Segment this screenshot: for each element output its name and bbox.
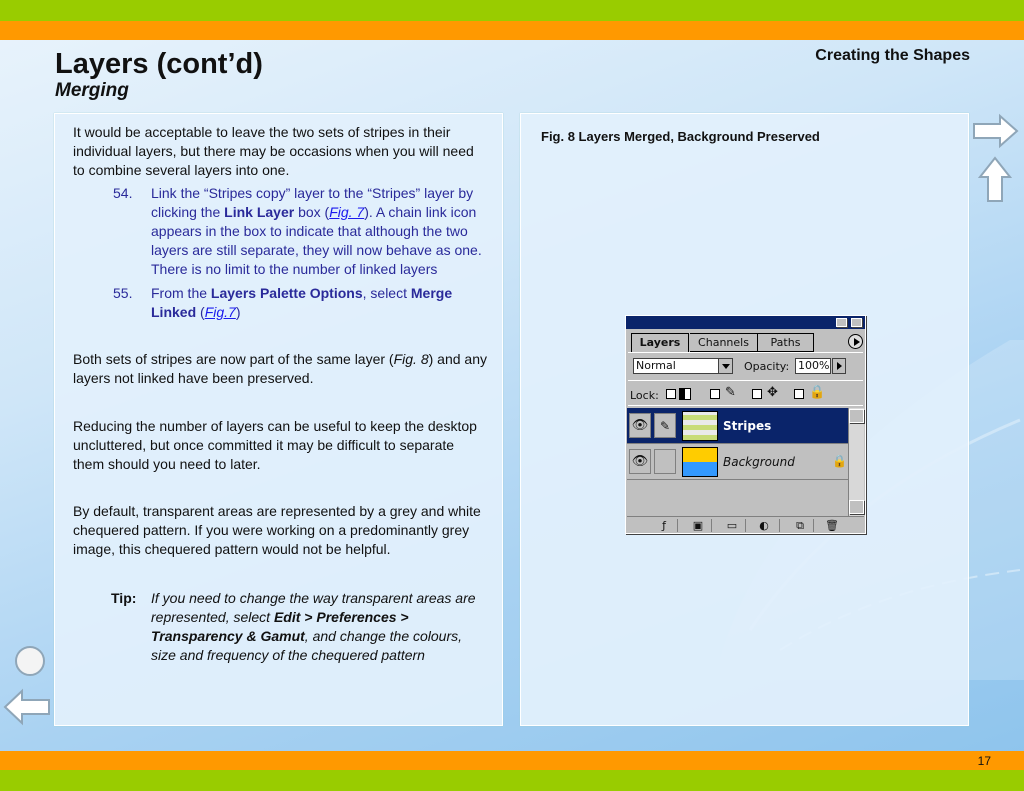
intro-paragraph: It would be acceptable to leave the two sets of stripes in their individual layers, but there may be occasions when you will need to combine several layers into one.: [73, 124, 474, 178]
trash-icon[interactable]: 🗑: [825, 519, 839, 532]
layer-row-background[interactable]: [627, 444, 848, 480]
button-divider: [711, 519, 712, 532]
blend-mode-value: Normal: [636, 359, 676, 372]
merged-paragraph-c: ) and any layers not linked have been preserved.: [73, 351, 487, 386]
layers-palette: [625, 315, 866, 534]
tab-channels[interactable]: Channels: [690, 333, 758, 352]
transparency-paragraph: By default, transparent areas are represented by a grey and white chequered pattern. If you were working on a predominantly grey image, this chequered pattern would not be helpful.: [73, 503, 481, 557]
tip-text-a: If you need to change the way transparent areas are represented, select: [151, 590, 476, 625]
eye-icon[interactable]: 👁: [629, 413, 651, 438]
circle-icon[interactable]: [14, 645, 46, 677]
arrow-right-icon[interactable]: [972, 113, 1020, 149]
checker-icon: [679, 388, 691, 400]
palette-options-icon[interactable]: [848, 334, 863, 349]
layers-list: [627, 408, 848, 516]
folder-icon[interactable]: ▭: [726, 519, 738, 532]
move-icon: ✥: [767, 385, 778, 400]
step-55-text: [151, 284, 486, 322]
bottom-orange-bar: [0, 751, 1024, 770]
opacity-field[interactable]: 100%: [795, 358, 831, 374]
palette-bottom-bar: [627, 516, 864, 533]
step-54-text: [151, 184, 486, 279]
top-orange-bar: [0, 21, 1024, 40]
lock-label: Lock:: [630, 389, 659, 402]
adjustment-layer-icon[interactable]: ◐: [759, 519, 769, 532]
step-54-text-c: box (: [294, 204, 330, 220]
layer-thumbnail: [682, 447, 718, 477]
layers-scrollbar[interactable]: [848, 408, 864, 516]
lock-image-checkbox[interactable]: [710, 389, 720, 399]
palette-titlebar[interactable]: [626, 316, 865, 329]
opacity-arrow-icon[interactable]: [832, 358, 846, 374]
step-55-text-a: From the: [151, 285, 211, 301]
layer-style-icon[interactable]: ƒ: [662, 519, 666, 532]
lock-icon: 🔒: [832, 454, 847, 468]
section-title: Creating the Shapes: [815, 47, 970, 64]
step-54-number: 54.: [113, 185, 133, 201]
bottom-green-bar: [0, 770, 1024, 791]
tab-layers[interactable]: Layers: [631, 333, 689, 352]
step-55-text-f: ): [235, 304, 241, 320]
step-55-number: 55.: [113, 285, 133, 301]
chevron-down-icon[interactable]: [718, 359, 732, 373]
brush-icon[interactable]: ✎: [654, 413, 676, 438]
button-divider: [745, 519, 746, 532]
scroll-up-icon[interactable]: [849, 409, 864, 423]
fig7-link[interactable]: Fig. 7: [329, 204, 365, 220]
options-divider: [628, 380, 863, 381]
figure-caption: Fig. 8 Layers Merged, Background Preserved: [541, 129, 820, 144]
layer-name: Stripes: [723, 419, 772, 433]
close-icon[interactable]: [851, 318, 862, 327]
mask-icon[interactable]: ▣: [692, 519, 704, 532]
top-green-bar: [0, 0, 1024, 21]
layers-palette-options-term: Layers Palette Options: [210, 285, 363, 301]
page-subtitle: Merging: [55, 80, 129, 101]
fig8-reference: Fig. 8: [393, 351, 429, 367]
step-55-text-e: (: [196, 304, 205, 320]
page-number: 17: [977, 754, 991, 768]
step-55-text-c: , select: [362, 285, 411, 301]
blend-mode-select[interactable]: [633, 358, 733, 374]
merged-paragraph-a: Both sets of stripes are now part of the same layer (: [73, 351, 394, 367]
button-divider: [677, 519, 678, 532]
button-divider: [813, 519, 814, 532]
button-divider: [779, 519, 780, 532]
tip-label: Tip:: [111, 590, 137, 606]
preferences-path: Edit > Preferences > Transparency & Gamut: [151, 609, 409, 644]
step-54-text-a: Link the “Stripes copy” layer to the “Stripes” layer by clicking the: [151, 185, 474, 220]
minimize-icon[interactable]: [836, 318, 847, 327]
layer-thumbnail: [682, 411, 718, 441]
tip-text-c: , and change the colours, size and frequency of the chequered pattern: [151, 628, 463, 663]
layer-row-stripes[interactable]: [627, 408, 848, 444]
fig7-link-2[interactable]: Fig.7: [204, 304, 236, 320]
tab-paths[interactable]: Paths: [758, 333, 814, 352]
merge-linked-term: Merge Linked: [151, 285, 453, 320]
brush-icon: ✎: [725, 385, 736, 400]
page-title: Layers (cont’d): [55, 48, 263, 80]
link-layer-term: Link Layer: [224, 204, 295, 220]
merged-paragraph: [73, 350, 488, 388]
layer-name: Background: [723, 455, 795, 469]
arrow-left-icon[interactable]: [2, 688, 52, 726]
step-54-text-d: ). A chain link icon appears in the box to indicate that although the two layers are still separate, they will now behave as one. There is no limit to the number of linked layers: [151, 204, 482, 277]
link-box[interactable]: [654, 449, 676, 474]
opacity-label: Opacity:: [744, 360, 790, 373]
arrow-up-icon[interactable]: [978, 155, 1012, 203]
tab-divider: [628, 352, 863, 353]
eye-icon[interactable]: 👁: [629, 449, 651, 474]
lock-icon: 🔒: [809, 385, 826, 400]
reducing-paragraph: Reducing the number of layers can be useful to keep the desktop uncluttered, but once committed it may be difficult to separate them should you need to later.: [73, 418, 477, 472]
lock-transparency-checkbox[interactable]: [666, 389, 676, 399]
tip-text: [151, 589, 486, 665]
lock-all-checkbox[interactable]: [794, 389, 804, 399]
lock-position-checkbox[interactable]: [752, 389, 762, 399]
lock-divider: [628, 405, 863, 406]
scroll-down-icon[interactable]: [849, 500, 864, 514]
new-layer-icon[interactable]: ⧉: [796, 519, 804, 532]
